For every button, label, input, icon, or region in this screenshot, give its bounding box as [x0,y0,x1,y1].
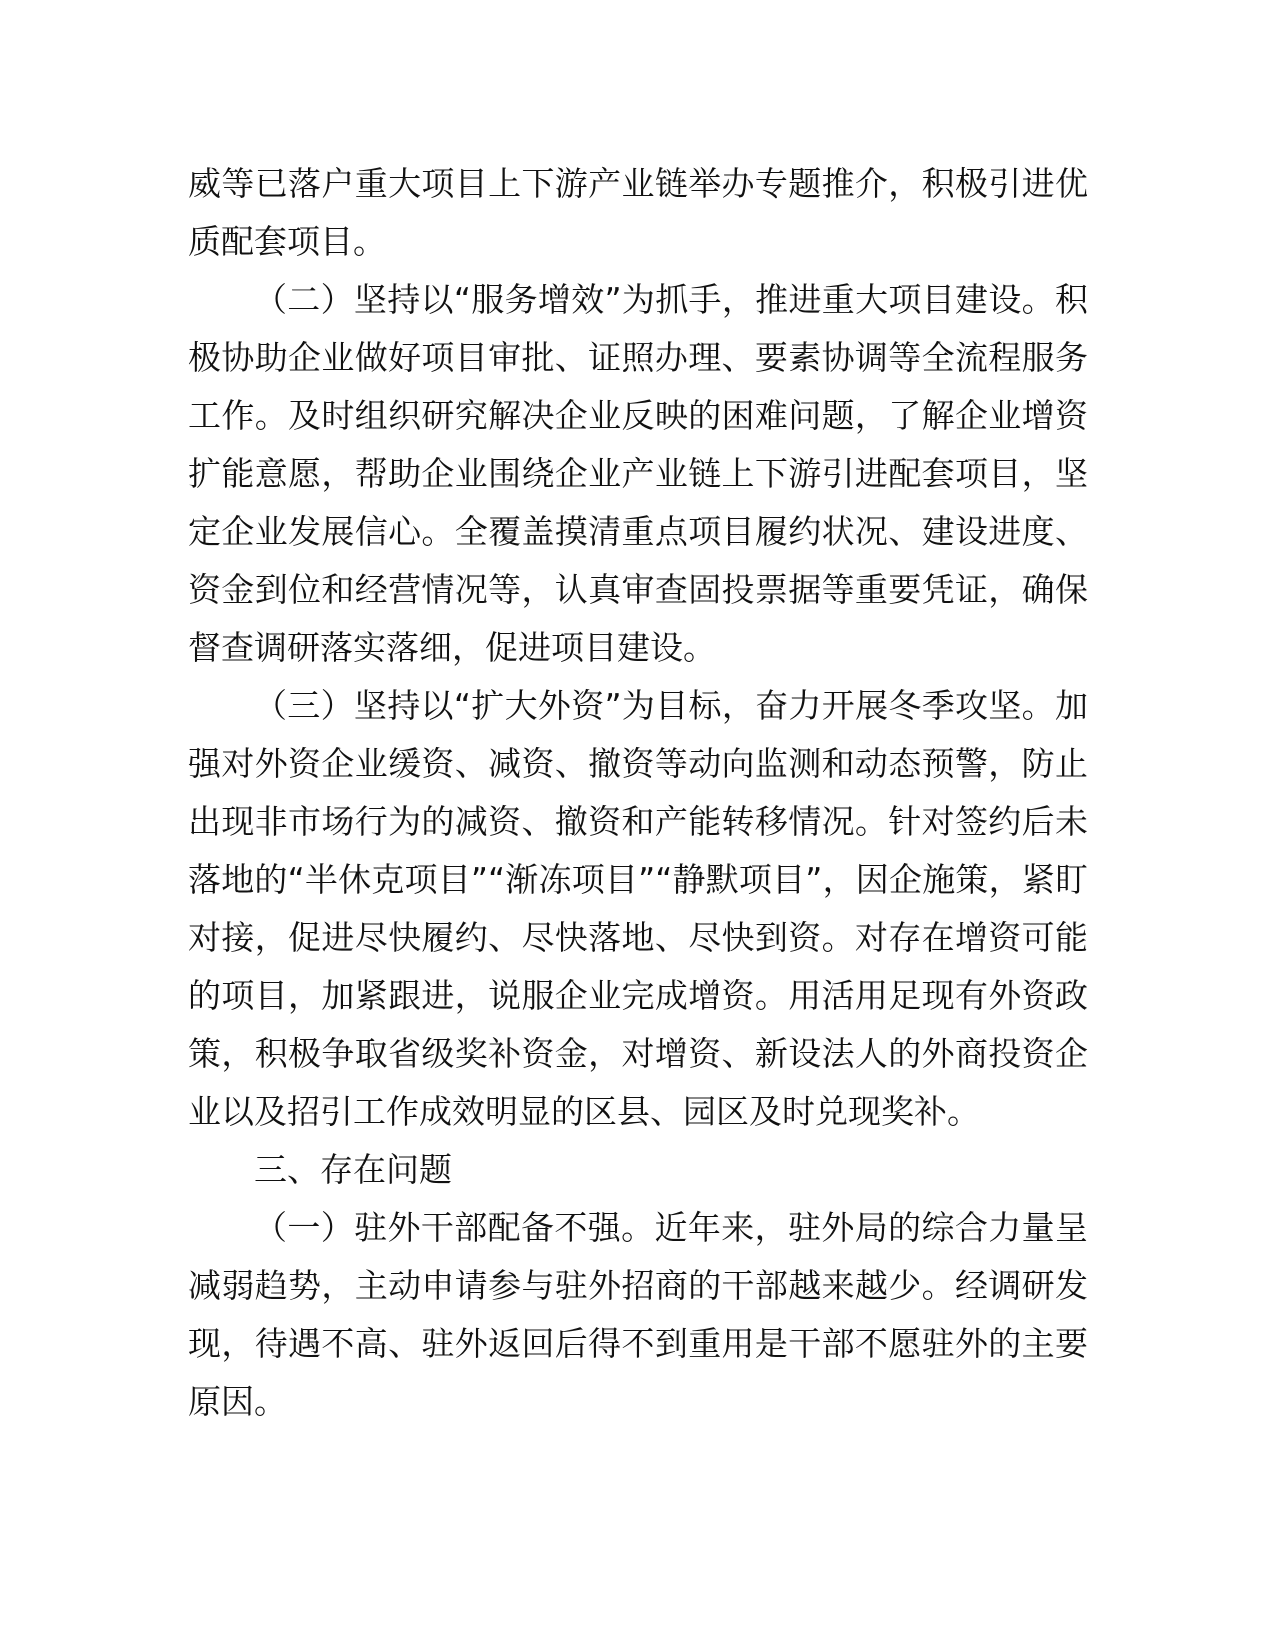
document-body [188,155,1088,1431]
paragraph-section-2-3: （三）坚持以“扩大外资”为目标，奋力开展冬季攻坚。加强对外资企业缓资、减资、撤资等动向监测和动态预警，防止出现非市场行为的减资、撤资和产能转移情况。针对签约后未落地的“半休克项目”“渐冻项目”“静默项目”，因企施策，紧盯对接，促进尽快履约、尽快落地、尽快到资。对存在增资可能的项目，加紧跟进，说服企业完成增资。用活用足现有外资政策，积极争取省级奖补资金，对增资、新设法人的外商投资企业以及招引工作成效明显的区县、园区及时兑现奖补。 [188,686,1088,1131]
paragraph-section-2-2: （二）坚持以“服务增效”为抓手，推进重大项目建设。积极协助企业做好项目审批、证照办理、要素协调等全流程服务工作。及时组织研究解决企业反映的困难问题，了解企业增资扩能意愿，帮助企业围绕企业产业链上下游引进配套项目，坚定企业发展信心。全覆盖摸清重点项目履约状况、建设进度、资金到位和经营情况等，认真审查固投票据等重要凭证，确保督查调研落实落细，促进项目建设。 [188,280,1088,667]
paragraph-continuation: 威等已落户重大项目上下游产业链举办专题推介，积极引进优质配套项目。 [188,164,1088,261]
heading-section-3: 三、存在问题 [254,1150,452,1189]
paragraph-section-3-1: （一）驻外干部配备不强。近年来，驻外局的综合力量呈减弱趋势，主动申请参与驻外招商的干部越来越少。经调研发现，待遇不高、驻外返回后得不到重用是干部不愿驻外的主要原因。 [188,1208,1088,1421]
